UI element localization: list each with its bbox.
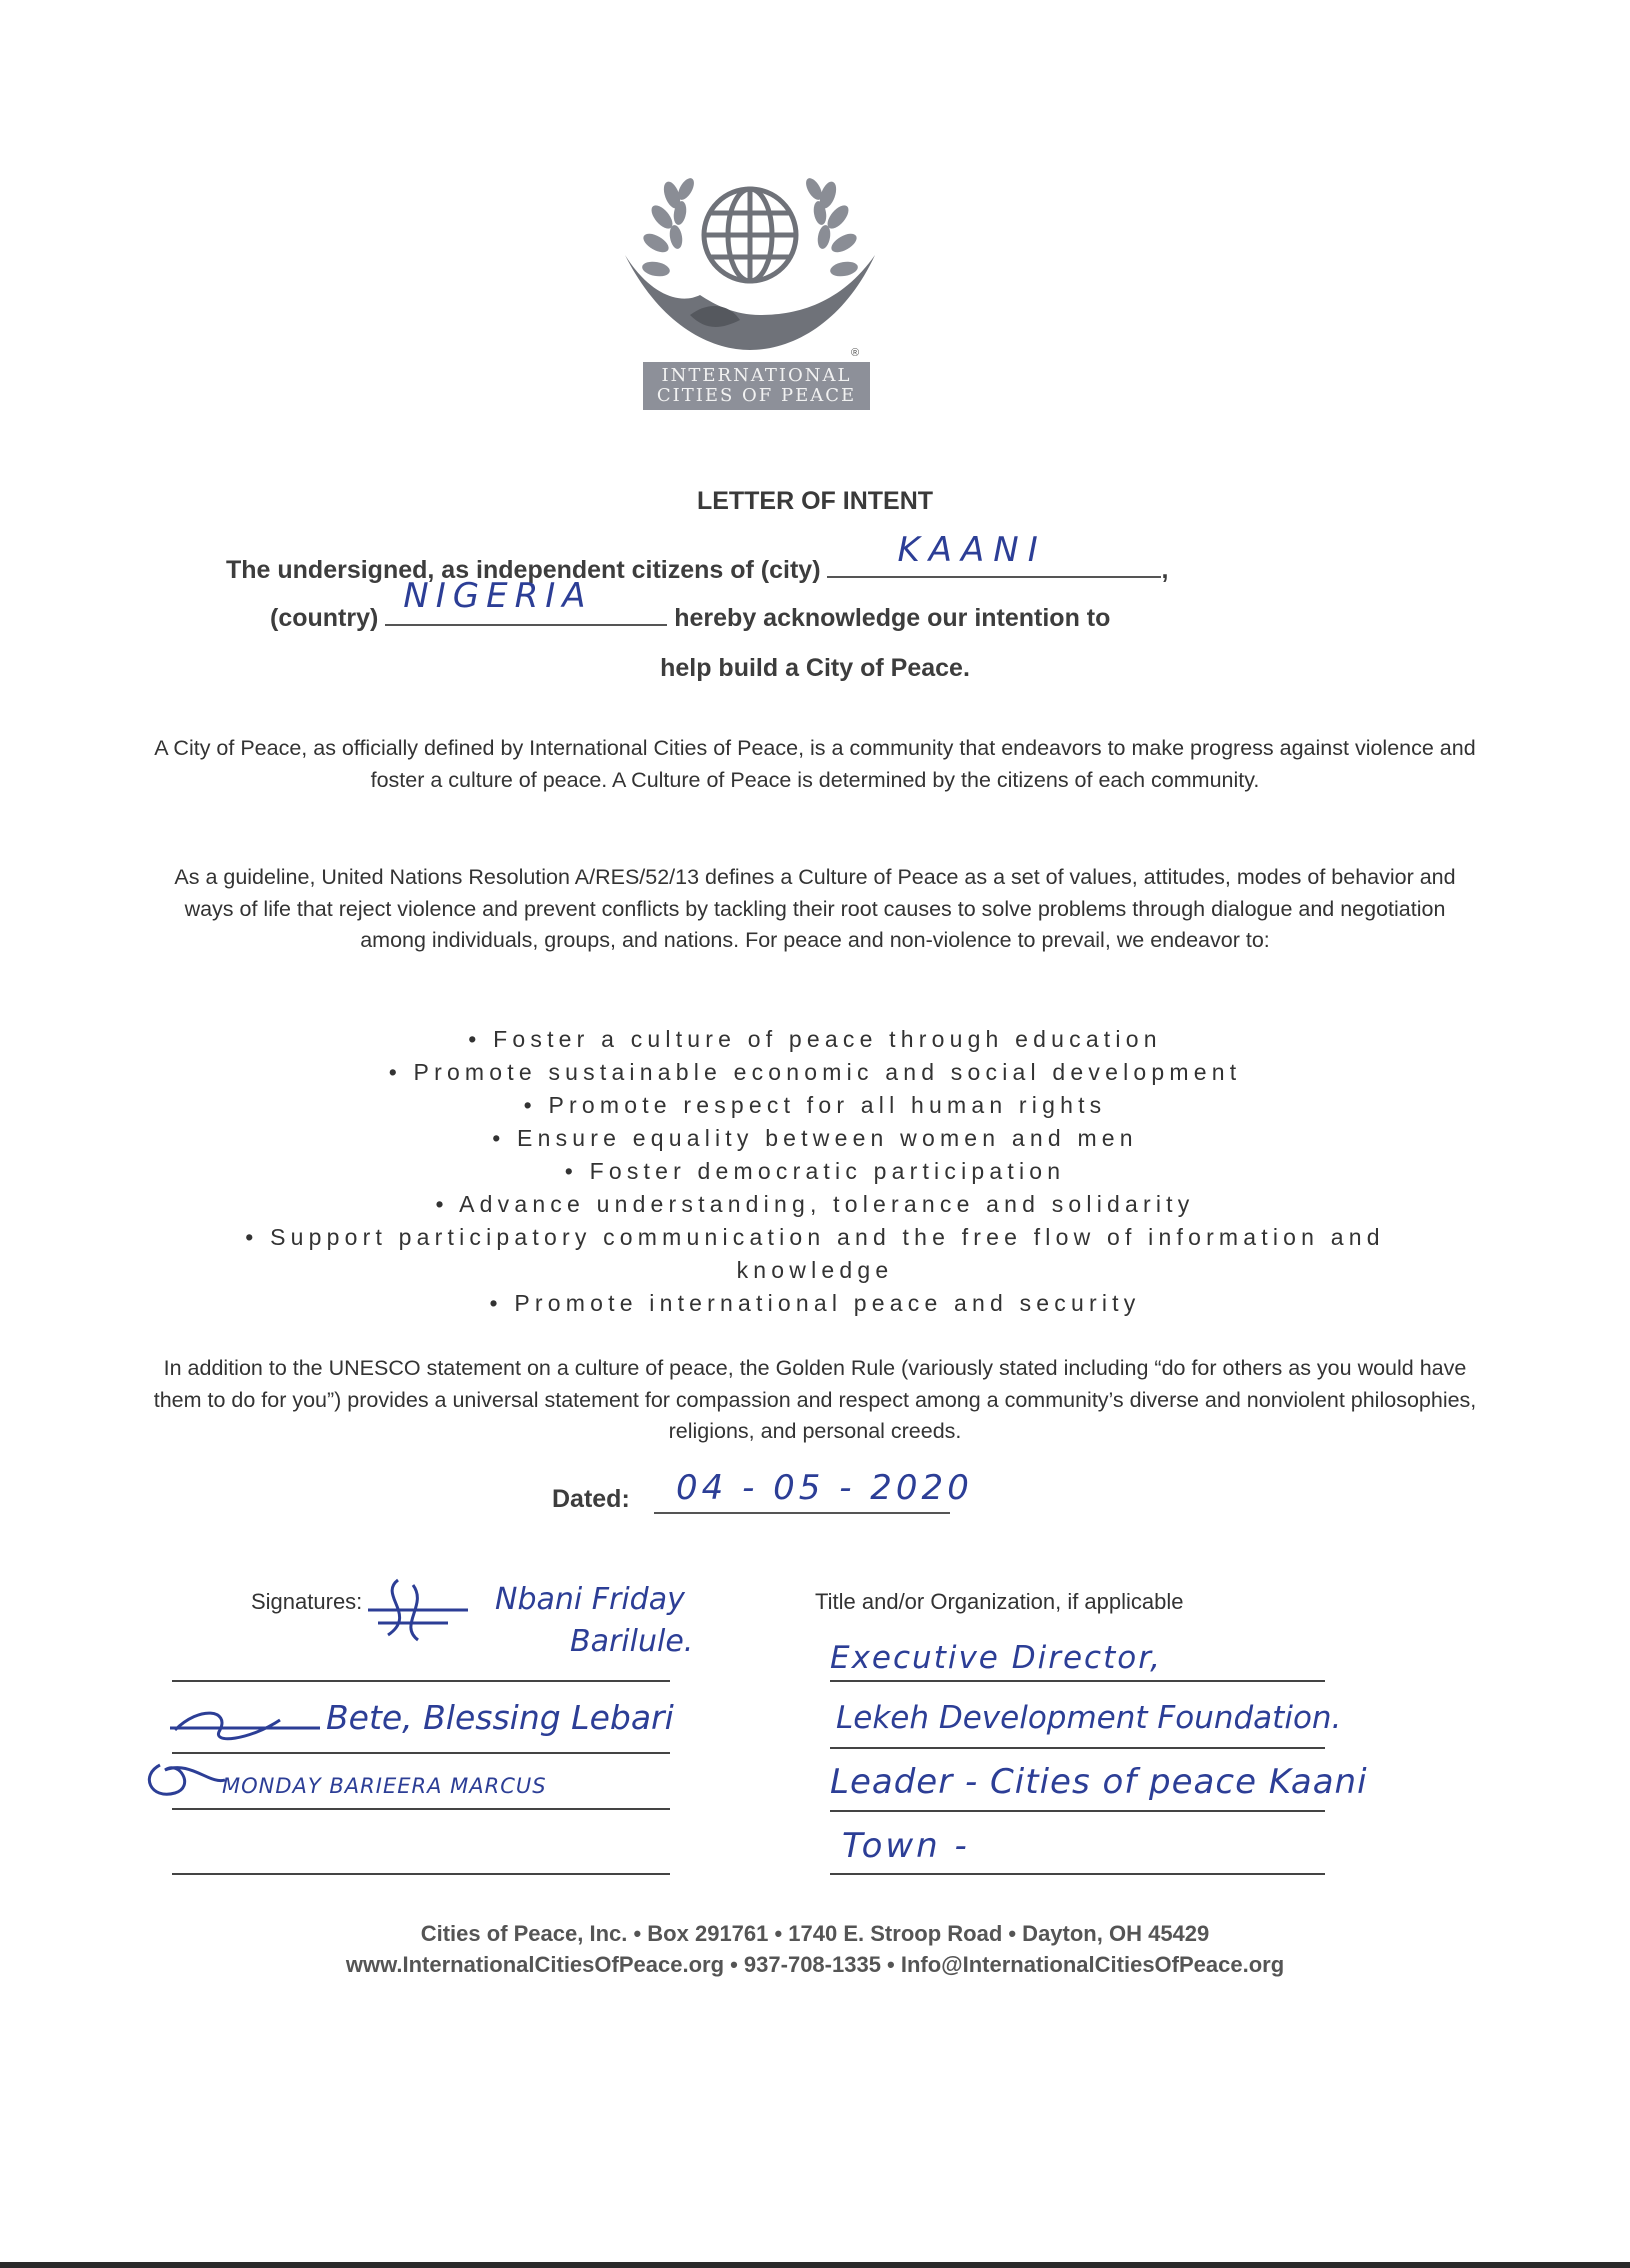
country-value: NIGERIA [403, 576, 593, 616]
intro-comma: , [1161, 556, 1169, 584]
intro-line-2 [270, 576, 1111, 633]
dated-value: 04 - 05 - 2020 [676, 1468, 973, 1508]
intro-city-prefix: The undersigned, as independent citizens of (city) [226, 556, 821, 584]
footer-contact: www.InternationalCitiesOfPeace.org • 937-708-1335 • Info@InternationalCitiesOfPeace.org [345, 1952, 1285, 1977]
signature-line-1 [172, 1680, 670, 1682]
organization-entry-2: Lekeh Development Foundation. [836, 1700, 1342, 1736]
signature-2: Bete, Blessing Lebari [326, 1698, 674, 1737]
document-title: LETTER OF INTENT [696, 487, 934, 515]
organization-entry-3: Leader - Cities of peace Kaani [830, 1762, 1368, 1802]
list-item: • Promote sustainable economic and social development [388, 1059, 1242, 1085]
logo-line-1: INTERNATIONAL [661, 365, 852, 386]
registered-mark: ® [851, 347, 860, 359]
scan-edge [0, 2262, 1630, 2268]
signature-line-4 [172, 1873, 670, 1875]
organization-line-1 [830, 1680, 1325, 1682]
intro-line-3: help build a City of Peace. [660, 654, 970, 682]
definition-paragraph: A City of Peace, as officially defined by International Cities of Peace, is a community that endeavors to make progress against violence and foster a culture of peace. A Culture of Peace is determined by the citizens of each community. [154, 736, 1476, 792]
closing-paragraph: In addition to the UNESCO statement on a culture of peace, the Golden Rule (variously stated including “do for others as you would have them to do for you”) provides a universal statement for compassion and respect among a community’s diverse and nonviolent philosophies, religions, and personal creeds. [153, 1356, 1477, 1443]
intro-line-1 [226, 530, 1169, 585]
intro-country-prefix: (country) [270, 604, 379, 632]
city-value: KAANI [897, 530, 1047, 570]
logo-wordmark [643, 362, 870, 410]
intro-country-suffix: hereby acknowledge our intention to [674, 604, 1111, 632]
goals-list [150, 1023, 1480, 1320]
signature-1-line-1: Nbani Friday [495, 1582, 685, 1617]
logo-line-2: CITIES OF PEACE [656, 385, 857, 406]
signature-scribble-1 [358, 1575, 488, 1645]
list-item: • Promote respect for all human rights [523, 1092, 1107, 1118]
organization-entry-1: Executive Director, [830, 1640, 1162, 1676]
list-item: • Foster democratic participation [564, 1158, 1066, 1184]
organization-line-3 [830, 1810, 1325, 1812]
signature-line-3 [172, 1808, 670, 1810]
list-item: • Ensure equality between women and men [492, 1125, 1138, 1151]
organization-line-4 [830, 1873, 1325, 1875]
signature-scribble-2 [170, 1700, 330, 1750]
list-item: • Promote international peace and security [489, 1290, 1141, 1316]
footer-address: Cities of Peace, Inc. • Box 291761 • 1740 E. Stroop Road • Dayton, OH 45429 [420, 1921, 1210, 1946]
signature-line-2 [172, 1752, 670, 1754]
guideline-paragraph: As a guideline, United Nations Resolution A/RES/52/13 defines a Culture of Peace as a set of values, attitudes, modes of behavior and ways of life that reject violence and prevent conflicts by tackling their root causes to solve problems through dialogue and negotiation among individuals, groups, and nations. For peace and non-violence to prevail, we endeavor to: [174, 865, 1456, 952]
country-field [385, 576, 667, 626]
dated-line [654, 1512, 950, 1514]
signature-3: MONDAY BARIEERA MARCUS [222, 1774, 547, 1798]
dated-label: Dated: [552, 1485, 630, 1513]
list-item: • Support participatory communication and the free flow of information and knowledge [245, 1224, 1385, 1283]
organization-entry-4: Town - [842, 1826, 970, 1866]
organization-label: Title and/or Organization, if applicable [815, 1589, 1184, 1614]
city-field [827, 530, 1161, 578]
signature-1-line-2: Barilule. [570, 1624, 694, 1659]
signatures-label: Signatures: [251, 1589, 363, 1614]
list-item: • Foster a culture of peace through education [468, 1026, 1162, 1052]
signature-scribble-3 [140, 1755, 230, 1805]
list-item: • Advance understanding, tolerance and solidarity [435, 1191, 1195, 1217]
organization-line-2 [830, 1747, 1325, 1749]
